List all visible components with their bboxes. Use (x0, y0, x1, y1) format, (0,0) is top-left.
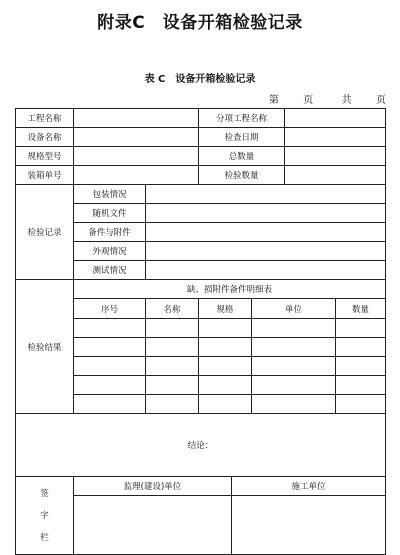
column-header-quantity: 数量 (336, 299, 386, 319)
signature-char: 栏 (40, 532, 49, 543)
table-cell[interactable] (199, 376, 252, 395)
conclusion-field[interactable] (16, 414, 386, 477)
table-cell[interactable] (252, 357, 336, 376)
signature-char: 字 (40, 510, 49, 521)
table-cell[interactable] (74, 376, 146, 395)
appendix-title: 附录C 设备开箱检验记录 (97, 13, 303, 33)
conclusion-row (16, 414, 386, 477)
table-cell[interactable] (146, 395, 199, 414)
table-cell[interactable] (74, 395, 146, 414)
table-cell[interactable] (252, 338, 336, 357)
table-cell[interactable] (336, 395, 386, 414)
info-value-inspected-quantity[interactable] (285, 166, 386, 185)
results-title-row (16, 280, 386, 299)
table-cell[interactable] (74, 319, 146, 338)
results-detail-title: 缺、损附件备件明细表 (74, 280, 386, 299)
info-label-inspection-date: 检查日期 (199, 128, 285, 147)
info-row (16, 109, 386, 128)
info-value-packing-list[interactable] (74, 166, 199, 185)
info-label-total-quantity: 总数量 (199, 147, 285, 166)
table-cell[interactable] (146, 338, 199, 357)
table-cell[interactable] (199, 338, 252, 357)
info-value-equipment-name[interactable] (74, 128, 199, 147)
inspection-item-value[interactable] (146, 185, 386, 204)
inspection-item-value[interactable] (146, 242, 386, 261)
table-cell[interactable] (252, 376, 336, 395)
column-header-unit: 单位 (252, 299, 336, 319)
table-cell[interactable] (199, 395, 252, 414)
inspection-item-value[interactable] (146, 223, 386, 242)
info-value-inspection-date[interactable] (285, 128, 386, 147)
inspection-row (16, 185, 386, 204)
construction-signature-field[interactable] (232, 496, 386, 555)
info-label-project-name: 工程名称 (16, 109, 74, 128)
column-header-name: 名称 (146, 299, 199, 319)
column-header-spec: 规格 (199, 299, 252, 319)
page-label-ye2: 页 (376, 95, 386, 106)
inspection-item-value[interactable] (146, 204, 386, 223)
table-cell[interactable] (252, 319, 336, 338)
inspection-item-value[interactable] (146, 261, 386, 280)
info-label-inspected-quantity: 检验数量 (199, 166, 285, 185)
table-cell[interactable] (336, 357, 386, 376)
table-cell[interactable] (252, 395, 336, 414)
table-cell[interactable] (146, 319, 199, 338)
info-label-model: 规格型号 (16, 147, 74, 166)
info-value-model[interactable] (74, 147, 199, 166)
supervision-signature-field[interactable] (74, 496, 232, 555)
supervision-unit-label: 监理(建设)单位 (74, 477, 232, 496)
table-cell[interactable] (146, 357, 199, 376)
table-cell[interactable] (146, 376, 199, 395)
info-label-equipment-name: 设备名称 (16, 128, 74, 147)
inspection-item-label: 随机文件 (74, 204, 146, 223)
info-label-packing-list: 装箱单号 (16, 166, 74, 185)
table-cell[interactable] (199, 319, 252, 338)
table-cell[interactable] (74, 357, 146, 376)
table-cell[interactable] (336, 319, 386, 338)
signature-section-label (16, 477, 74, 555)
inspection-form-table (15, 108, 386, 555)
column-header-seq: 序号 (74, 299, 146, 319)
inspection-item-label: 测试情况 (74, 261, 146, 280)
info-value-subproject-name[interactable] (285, 109, 386, 128)
conclusion-label: 结论： (187, 441, 214, 451)
info-label-subproject-name: 分项工程名称 (199, 109, 285, 128)
page-label-gong: 共 (341, 95, 352, 106)
info-row (16, 147, 386, 166)
page-label-ye: 页 (303, 95, 314, 106)
page-info (269, 91, 386, 106)
page-label-di: 第 (268, 95, 279, 106)
info-row (16, 128, 386, 147)
construction-unit-label: 施工单位 (232, 477, 386, 496)
signature-header-row (16, 477, 386, 496)
info-value-project-name[interactable] (74, 109, 199, 128)
inspection-item-label: 备件与附件 (74, 223, 146, 242)
inspection-item-label: 外观情况 (74, 242, 146, 261)
inspection-item-label: 包装情况 (74, 185, 146, 204)
info-row (16, 166, 386, 185)
table-caption: 表 C 设备开箱检验记录 (144, 74, 256, 85)
signature-char: 签 (40, 488, 49, 499)
table-cell[interactable] (336, 338, 386, 357)
table-cell[interactable] (336, 376, 386, 395)
table-cell[interactable] (74, 338, 146, 357)
results-section-label: 检验结果 (16, 280, 74, 414)
info-value-total-quantity[interactable] (285, 147, 386, 166)
table-cell[interactable] (199, 357, 252, 376)
inspection-section-label: 检验记录 (16, 185, 74, 280)
